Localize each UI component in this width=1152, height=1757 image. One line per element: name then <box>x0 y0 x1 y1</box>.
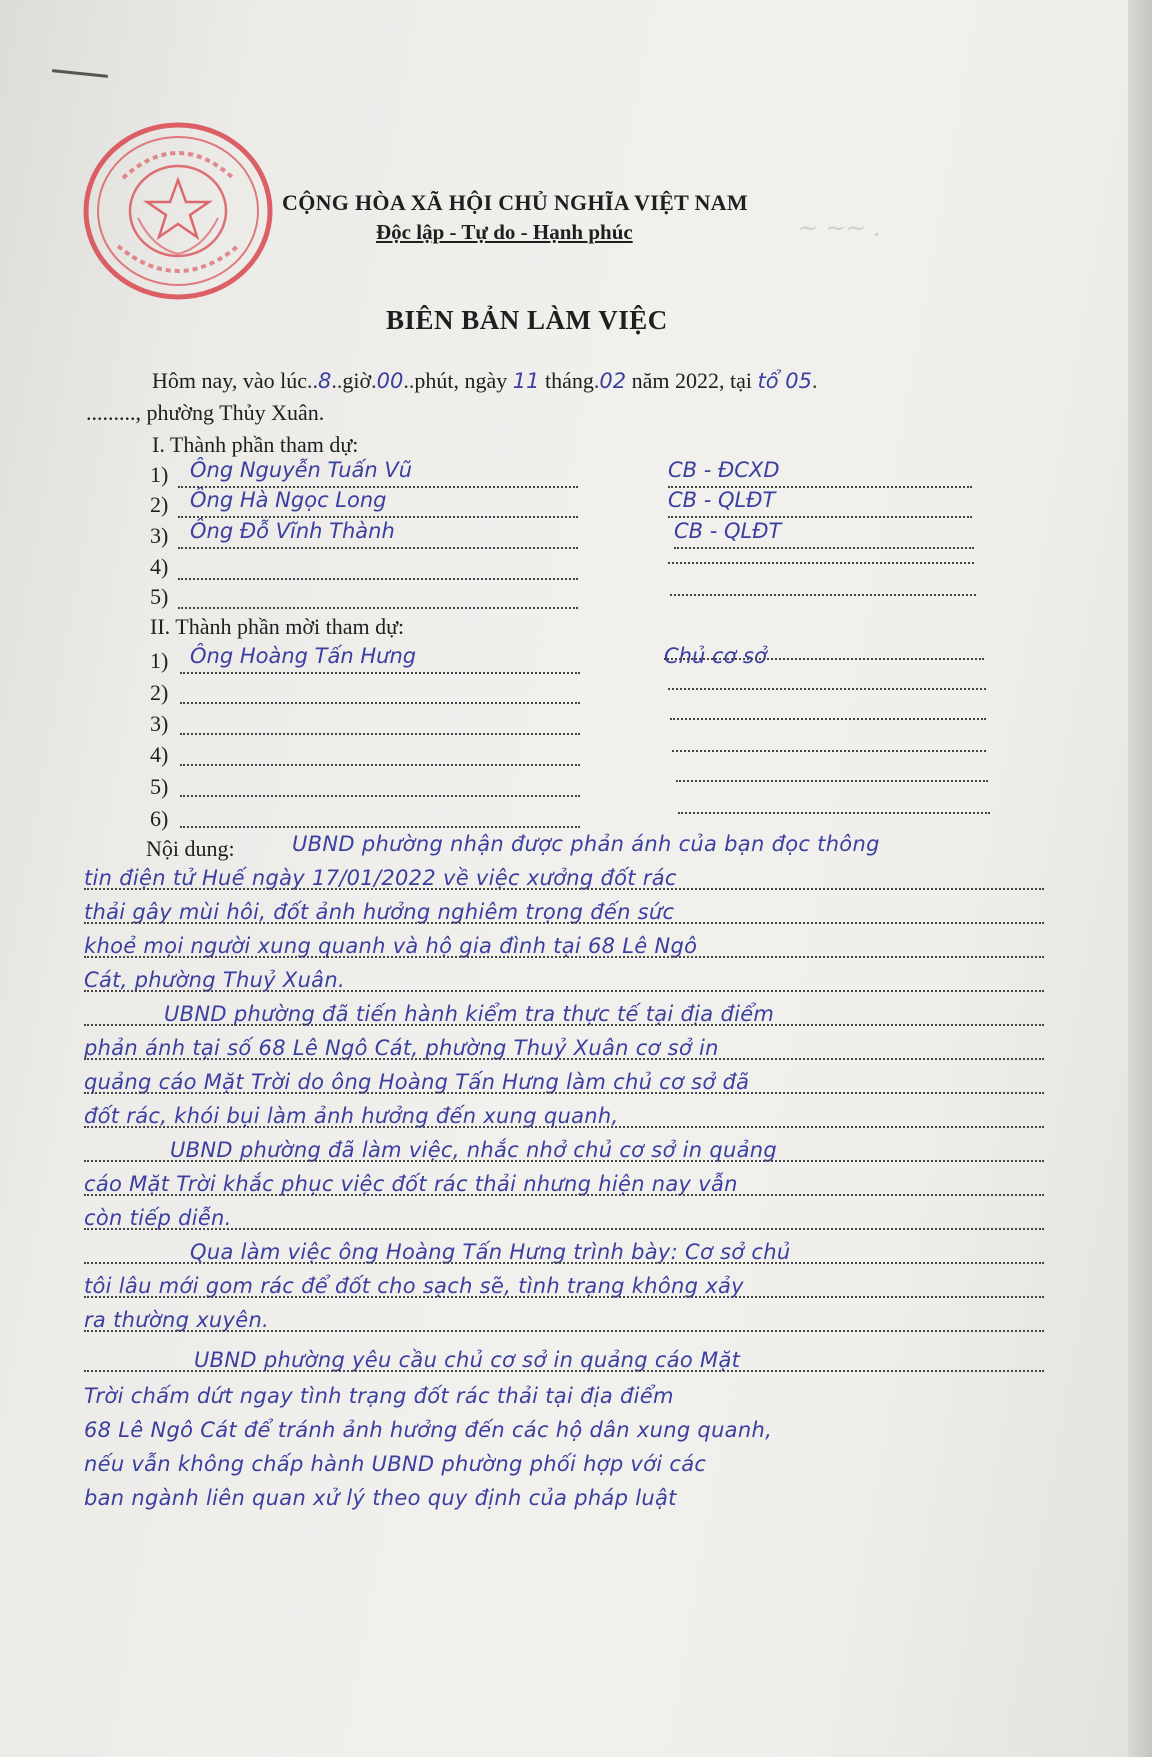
dotted-rule <box>84 1092 1044 1094</box>
content-line: tin điện tử Huế ngày 17/01/2022 về việc xưởng đốt rác <box>84 866 677 890</box>
dotted-rule <box>670 594 976 596</box>
s2-row-role: Chủ cơ sở <box>664 644 767 668</box>
faint-ghost-writing: ~ ~~ . <box>798 214 882 242</box>
dotted-rule <box>670 718 986 720</box>
intro-ward-line: ........., phường Thủy Xuân. <box>86 400 325 425</box>
red-seal-stamp <box>78 118 278 304</box>
dotted-rule <box>180 672 580 674</box>
s2-row-num: 4) <box>150 742 169 767</box>
dotted-rule <box>84 1330 1044 1332</box>
s1-row-num: 1) <box>150 462 169 487</box>
s1-row-name: Ông Nguyễn Tuấn Vũ <box>190 458 413 482</box>
dotted-rule <box>672 750 986 752</box>
content-line: Qua làm việc ông Hoàng Tấn Hưng trình bày: Cơ sở chủ <box>190 1240 791 1264</box>
content-line: UBND phường nhận được phản ánh của bạn đọc thông <box>292 832 880 856</box>
content-line: thải gây mùi hôi, đốt ảnh hưởng nghiêm trọng đến sức <box>84 900 675 924</box>
s1-row-role: CB - QLĐT <box>668 488 776 512</box>
page-edge-shadow <box>1128 0 1152 1757</box>
content-line: 68 Lê Ngô Cát để tránh ảnh hưởng đến các hộ dân xung quanh, <box>84 1418 773 1442</box>
content-line: UBND phường đã làm việc, nhắc nhở chủ cơ sở in quảng <box>170 1138 778 1162</box>
national-title: CỘNG HÒA XÃ HỘI CHỦ NGHĨA VIỆT NAM <box>282 190 748 215</box>
content-label: Nội dung: <box>146 836 235 861</box>
intro-day: 11 <box>512 369 540 393</box>
dotted-rule <box>84 1194 1044 1196</box>
dotted-rule <box>664 658 984 660</box>
content-line: đốt rác, khói bụi làm ảnh hưởng đến xung quanh, <box>84 1104 619 1128</box>
dotted-rule <box>674 547 974 549</box>
dotted-rule <box>84 1024 1044 1026</box>
content-line: ban ngành liên quan xử lý theo quy định của pháp luật <box>84 1486 677 1510</box>
intro-hour: 8 <box>317 369 332 393</box>
content-line: nếu vẫn không chấp hành UBND phường phối hợp với các <box>84 1452 707 1476</box>
s2-row-num: 1) <box>150 648 169 673</box>
dotted-rule <box>180 764 580 766</box>
content-line: UBND phường đã tiến hành kiểm tra thực tế tại địa điểm <box>164 1002 775 1026</box>
intro-ward: , phường Thủy Xuân. <box>135 400 325 425</box>
dotted-rule <box>84 888 1044 890</box>
intro-place: tổ 05 <box>757 369 812 393</box>
dotted-rule <box>178 607 578 609</box>
dotted-rule <box>668 688 986 690</box>
s1-row-num: 2) <box>150 492 169 517</box>
section1-heading: I. Thành phần tham dự: <box>152 432 359 457</box>
content-line: khoẻ mọi người xung quanh và hộ gia đình tại 68 Lê Ngô <box>84 934 698 958</box>
intro-month: 02 <box>599 369 627 393</box>
s2-row-num: 3) <box>150 711 169 736</box>
content-line: quảng cáo Mặt Trời do ông Hoàng Tấn Hưng làm chủ cơ sở đã <box>84 1070 750 1094</box>
content-line: cáo Mặt Trời khắc phục việc đốt rác thải nhưng hiện nay vẫn <box>84 1172 738 1196</box>
s1-row-name: Ông Đỗ Vĩnh Thành <box>190 519 395 543</box>
intro-prefix: Hôm nay, vào lúc <box>152 368 307 393</box>
content-line: còn tiếp diễn. <box>84 1206 232 1230</box>
dotted-rule <box>178 578 578 580</box>
intro-minute: 00 <box>376 369 404 393</box>
dotted-rule <box>84 956 1044 958</box>
dotted-rule <box>84 1160 1044 1162</box>
content-line: Trời chấm dứt ngay tình trạng đốt rác thải tại địa điểm <box>84 1384 674 1408</box>
dotted-rule <box>668 562 974 564</box>
dotted-rule <box>84 1370 1044 1372</box>
s1-row-role: CB - QLĐT <box>674 519 782 543</box>
intro-year-label: năm 2022, tại <box>631 368 752 393</box>
s2-row-num: 5) <box>150 774 169 799</box>
content-line: ra thường xuyên. <box>84 1308 270 1332</box>
s1-row-name: Ông Hà Ngọc Long <box>190 488 387 512</box>
dotted-rule <box>178 516 578 518</box>
dotted-rule <box>84 922 1044 924</box>
dotted-rule <box>84 990 1044 992</box>
s1-row-num: 5) <box>150 584 169 609</box>
s1-row-num: 4) <box>150 554 169 579</box>
dotted-rule <box>84 1296 1044 1298</box>
s2-row-num: 2) <box>150 680 169 705</box>
dotted-rule <box>676 780 988 782</box>
dotted-rule <box>84 1126 1044 1128</box>
s1-row-role: CB - ĐCXD <box>668 458 780 482</box>
dotted-rule <box>180 733 580 735</box>
national-motto: Độc lập - Tự do - Hạnh phúc <box>376 220 633 244</box>
dotted-rule <box>678 812 990 814</box>
content-line: tôi lâu mới gom rác để đốt cho sạch sẽ, tình trạng không xảy <box>84 1274 744 1298</box>
section2-heading: II. Thành phần mời tham dự: <box>150 614 405 639</box>
intro-month-label: tháng <box>544 368 594 393</box>
dotted-rule <box>180 702 580 704</box>
dotted-rule <box>84 1058 1044 1060</box>
dotted-rule <box>84 1228 1044 1230</box>
intro-minute-label: phút, ngày <box>414 368 508 393</box>
document-title: BIÊN BẢN LÀM VIỆC <box>386 305 668 335</box>
dotted-rule <box>84 1262 1044 1264</box>
dotted-rule <box>178 547 578 549</box>
dotted-rule <box>180 826 580 828</box>
content-line: Cát, phường Thuỷ Xuân. <box>84 968 345 992</box>
content-line: phản ánh tại số 68 Lê Ngô Cát, phường Thuỷ Xuân cơ sở in <box>84 1036 719 1060</box>
dotted-rule <box>668 516 972 518</box>
pen-mark <box>52 69 108 78</box>
intro-hour-label: giờ <box>342 368 372 393</box>
intro-line: Hôm nay, vào lúc..8..giờ.00..phút, ngày 11 tháng.02 năm 2022, tại tổ 05. <box>152 368 818 393</box>
s2-row-num: 6) <box>150 806 169 831</box>
content-line: UBND phường yêu cầu chủ cơ sở in quảng cáo Mặt <box>194 1348 741 1372</box>
dotted-rule <box>180 795 580 797</box>
s2-row-name: Ông Hoàng Tấn Hưng <box>190 644 417 668</box>
s1-row-num: 3) <box>150 523 169 548</box>
